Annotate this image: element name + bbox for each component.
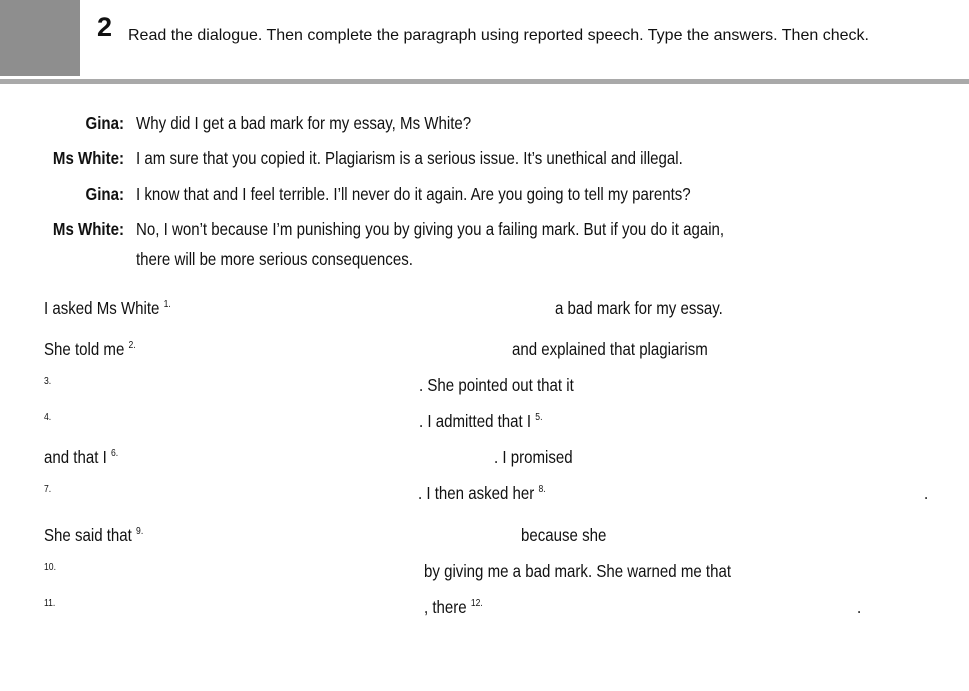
paragraph-text: . bbox=[924, 483, 929, 503]
gap-number: 7. bbox=[44, 484, 52, 496]
paragraph-text: and explained that plagiarism bbox=[512, 339, 708, 359]
gap-number: 6. bbox=[110, 448, 119, 460]
paragraph-text: , there $^{12.}$ bbox=[424, 597, 483, 617]
paragraph-text: . I promised bbox=[494, 447, 573, 467]
header-divider bbox=[0, 79, 969, 84]
dialogue-line: No, I won’t because I’m punishing you by giving you a failing mark. But if you do it again, bbox=[136, 219, 725, 239]
dialogue-line: Why did I get a bad mark for my essay, Ms White? bbox=[136, 113, 472, 133]
gap-number: 12. bbox=[470, 598, 483, 610]
paragraph-text: I asked Ms White $^{1.}$ bbox=[44, 298, 171, 318]
answer-input-12[interactable] bbox=[498, 596, 850, 618]
paragraph-text: a bad mark for my essay. bbox=[555, 298, 723, 318]
paragraph-text: . bbox=[857, 597, 862, 617]
gap-number: 2. bbox=[128, 340, 136, 352]
answer-input-1[interactable] bbox=[196, 297, 546, 319]
paragraph-text: . I admitted that I $^{5.}$ bbox=[419, 411, 543, 431]
paragraph-text: She said that $^{9.}$ bbox=[44, 525, 144, 545]
answer-input-8[interactable] bbox=[566, 482, 918, 504]
dialogue-line: I know that and I feel terrible. I’ll never do it again. Are you going to tell my parents? bbox=[136, 184, 691, 204]
paragraph-text: by giving me a bad mark. She warned me that bbox=[424, 561, 732, 581]
answer-input-2[interactable] bbox=[156, 338, 504, 360]
answer-input-6[interactable] bbox=[136, 446, 486, 468]
dialogue-speaker: Ms White: bbox=[52, 148, 124, 168]
answer-input-7[interactable] bbox=[60, 482, 412, 504]
paragraph-text bbox=[44, 559, 56, 583]
answer-input-10[interactable] bbox=[64, 560, 416, 582]
gap-number: 10. bbox=[44, 562, 56, 574]
answer-input-3[interactable] bbox=[60, 374, 412, 396]
paragraph-text bbox=[44, 595, 55, 619]
exercise-instructions: Read the dialogue. Then complete the paragraph using reported speech. Type the answers. Then check. bbox=[128, 27, 869, 44]
answer-input-5[interactable] bbox=[570, 410, 930, 432]
paragraph-text: She told me $^{2.}$ bbox=[44, 339, 136, 359]
dialogue-speaker: Gina: bbox=[85, 184, 124, 204]
paragraph-text: . I then asked her $^{8.}$ bbox=[418, 483, 546, 503]
gap-number: 1. bbox=[163, 299, 171, 311]
gap-number: 3. bbox=[44, 376, 52, 388]
dialogue-line: there will be more serious consequences. bbox=[136, 249, 413, 269]
paragraph-text: . She pointed out that it bbox=[419, 375, 574, 395]
header-gray-block bbox=[0, 0, 80, 76]
paragraph-text: and that I $^{6.}$ bbox=[44, 447, 119, 467]
paragraph-text: because she bbox=[521, 525, 607, 545]
dialogue-speaker: Ms White: bbox=[52, 219, 124, 239]
dialogue-speaker: Gina: bbox=[85, 113, 124, 133]
gap-number: 11. bbox=[44, 598, 56, 610]
answer-input-11[interactable] bbox=[64, 596, 416, 618]
paragraph-text bbox=[44, 409, 51, 433]
paragraph-text bbox=[44, 373, 51, 397]
gap-number: 9. bbox=[136, 526, 144, 538]
gap-number: 8. bbox=[538, 484, 546, 496]
answer-input-4[interactable] bbox=[60, 410, 412, 432]
answer-input-9[interactable] bbox=[162, 524, 512, 546]
paragraph-text bbox=[44, 481, 51, 505]
dialogue-line: I am sure that you copied it. Plagiarism is a serious issue. It’s unethical and illegal. bbox=[136, 148, 683, 168]
gap-number: 5. bbox=[535, 412, 543, 424]
exercise-number: 2 bbox=[97, 12, 113, 42]
gap-number: 4. bbox=[44, 412, 52, 424]
